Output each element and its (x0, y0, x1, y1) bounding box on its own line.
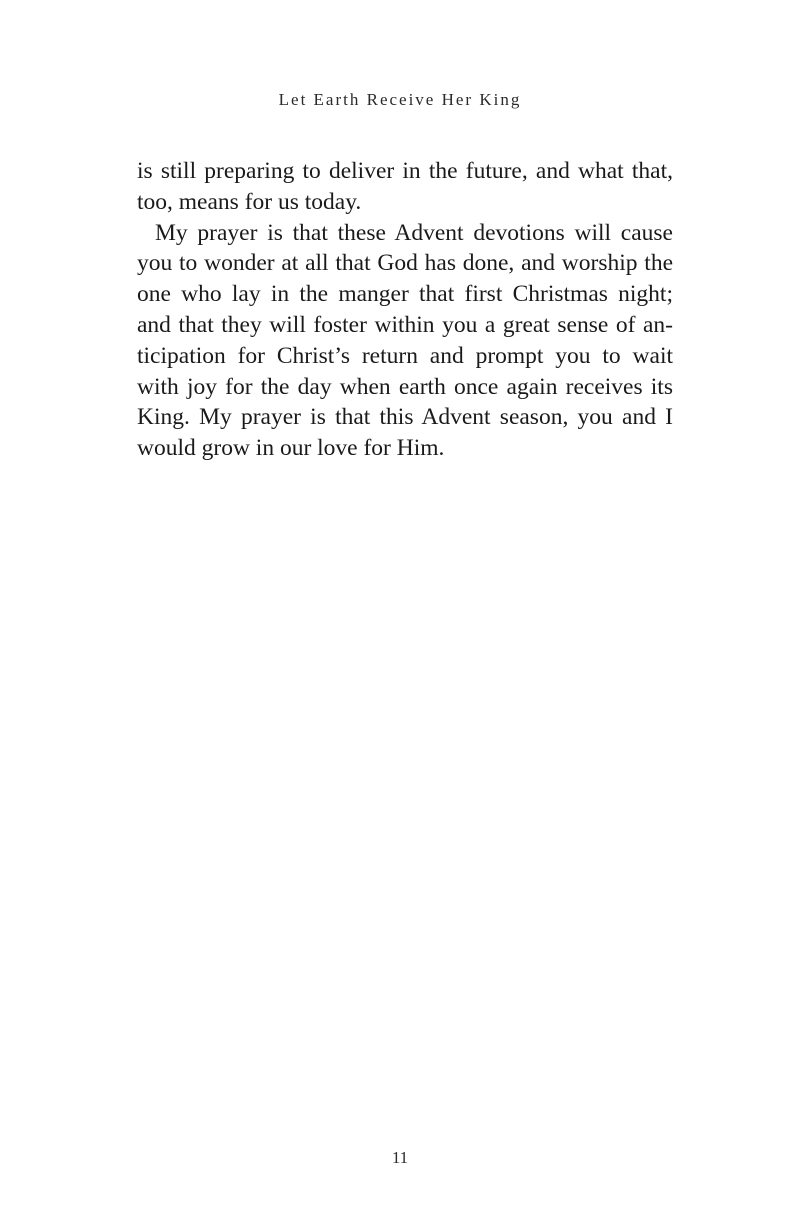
text-line: ticipation for Christ’s return and prompt you to wait (137, 342, 673, 369)
page-number: 11 (391, 1148, 409, 1167)
text-line: and that they will foster within you a great sense of an- (137, 311, 673, 338)
text-line: is still preparing to deliver in the future, and what that, (137, 158, 673, 184)
paragraph (137, 218, 673, 464)
paragraph (137, 156, 673, 218)
text-line: King. My prayer is that this Advent season, you and I (137, 404, 673, 431)
text-line: one who lay in the manger that first Christmas night; (137, 281, 673, 308)
text-line: too, means for us today. (137, 188, 362, 215)
text-line: you to wonder at all that God has done, and worship the (137, 250, 673, 277)
text-line: with joy for the day when earth once again receives its (137, 373, 673, 400)
text-line: My prayer is that these Advent devotions will cause (155, 219, 673, 246)
body-text (137, 156, 673, 464)
running-head: Let Earth Receive Her King (278, 90, 522, 109)
text-line: would grow in our love for Him. (137, 435, 445, 462)
